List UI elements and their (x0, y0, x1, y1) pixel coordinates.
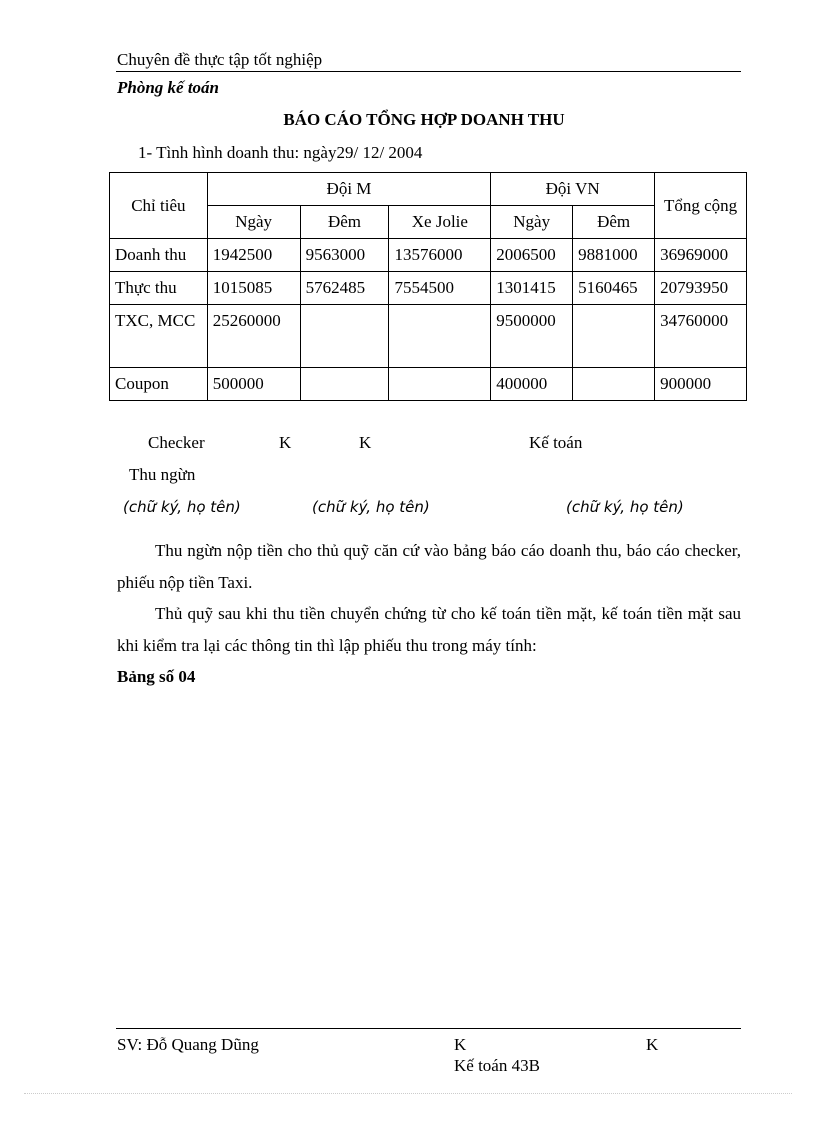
report-subtitle: 1- Tình hình doanh thu: ngày29/ 12/ 2004 (138, 143, 423, 162)
row-label: Doanh thu (110, 239, 208, 272)
sub-dem: Đêm (300, 206, 389, 239)
signature-ke-toan: Kế toán (529, 433, 583, 452)
signature-k-2: K (359, 433, 372, 452)
footer-k-2: K (646, 1035, 659, 1054)
cell: 2006500 (491, 239, 573, 272)
group-doi-m: Đội M (207, 173, 491, 206)
cell (573, 305, 655, 368)
group-doi-vn: Đội VN (491, 173, 655, 206)
signature-line-1: (chữ ký, họ tên) (123, 498, 241, 516)
cell-total: 36969000 (655, 239, 747, 272)
table-row (110, 305, 747, 368)
sub-dem: Đêm (573, 206, 655, 239)
cell: 13576000 (389, 239, 491, 272)
footer-k-1: K (454, 1035, 467, 1054)
header-rule (116, 71, 741, 72)
cell: 5160465 (573, 272, 655, 305)
cell: 1301415 (491, 272, 573, 305)
page-edge-line (24, 1093, 792, 1094)
cell-total: 34760000 (655, 305, 747, 368)
table-row (110, 239, 747, 272)
signature-line-3: (chữ ký, họ tên) (566, 498, 684, 516)
cell (389, 368, 491, 401)
cell: 1015085 (207, 272, 300, 305)
signature-line-2: (chữ ký, họ tên) (312, 498, 430, 516)
paragraph-1: Thu ngừn nộp tiền cho thủ quỹ căn cứ vào bảng báo cáo doanh thu, báo cáo checker, phiếu nộp tiền Taxi. (117, 541, 741, 592)
report-title: BÁO CÁO TỔNG HỢP DOANH THU (283, 110, 565, 129)
cell: 400000 (491, 368, 573, 401)
footer-rule (116, 1028, 741, 1029)
signature-k-1: K (279, 433, 292, 452)
cell: 5762485 (300, 272, 389, 305)
signature-thu-ngan: Thu ngừn (129, 465, 196, 484)
cell (300, 368, 389, 401)
cell (300, 305, 389, 368)
row-label: Coupon (110, 368, 208, 401)
sub-xe-jolie: Xe Jolie (389, 206, 491, 239)
paragraph-2: Thủ quỹ sau khi thu tiền chuyển chứng từ cho kế toán tiền mặt, kế toán tiền mặt sau khi kiểm tra lại các thông tin thì lập phiếu thu trong máy tính: (117, 604, 741, 655)
signature-checker: Checker (148, 433, 205, 452)
row-label: Thực thu (110, 272, 208, 305)
cell (389, 305, 491, 368)
cell (573, 368, 655, 401)
department-label: Phòng kế toán (117, 78, 220, 97)
sub-ngay: Ngày (491, 206, 573, 239)
col-tong-cong: Tổng cộng (655, 173, 747, 239)
footer-student: SV: Đỗ Quang Dũng (117, 1035, 259, 1054)
cell: 9881000 (573, 239, 655, 272)
cell-total: 900000 (655, 368, 747, 401)
cell: 1942500 (207, 239, 300, 272)
cell: 25260000 (207, 305, 300, 368)
table-header-row-1 (110, 173, 747, 206)
table-row (110, 368, 747, 401)
cell: 9563000 (300, 239, 389, 272)
cell-total: 20793950 (655, 272, 747, 305)
document-header-title: Chuyên đề thực tập tốt nghiệp (117, 50, 323, 69)
table-row (110, 272, 747, 305)
cell: 7554500 (389, 272, 491, 305)
sub-ngay: Ngày (207, 206, 300, 239)
revenue-table (109, 172, 747, 401)
cell: 500000 (207, 368, 300, 401)
cell: 9500000 (491, 305, 573, 368)
col-chi-tieu: Chỉ tiêu (110, 173, 208, 239)
footer-class: Kế toán 43B (454, 1056, 540, 1075)
table-label: Bảng số 04 (117, 667, 196, 686)
row-label: TXC, MCC (110, 305, 208, 368)
